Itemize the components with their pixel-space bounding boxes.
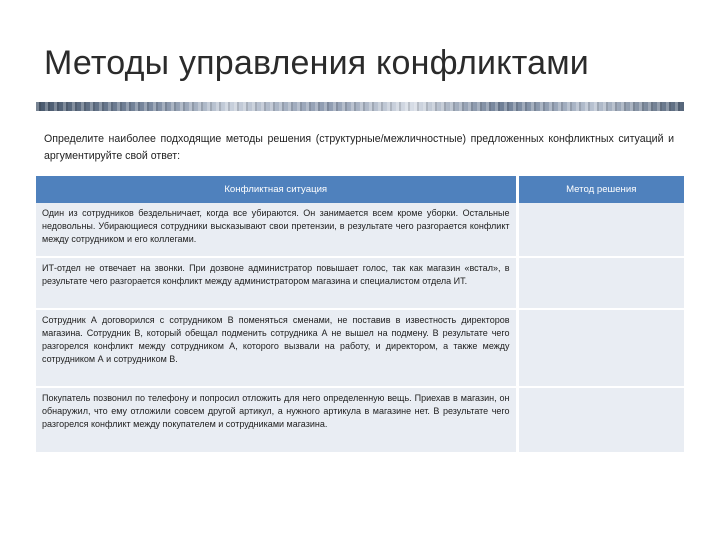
decorative-banner — [36, 102, 684, 111]
method-cell[interactable] — [517, 203, 684, 257]
header-conflict-situation: Конфликтная ситуация — [36, 176, 517, 203]
situation-cell: Один из сотрудников бездельничает, когда все убираются. Он занимается всем кроме уборки. Остальные недовольны. Убирающиеся сотрудники высказывают свои претензии, в результате чего разгорается конфликт между сотрудником и его коллегами. — [36, 203, 517, 257]
table-row — [36, 309, 684, 387]
situation-cell: ИТ-отдел не отвечает на звонки. При дозвоне администратор повышает голос, так как магазин «встал», в результате чего разгорается конфликт между администратором магазина и специалистом отдела ИТ. — [36, 257, 517, 309]
header-resolution-method: Метод решения — [517, 176, 684, 203]
method-cell[interactable] — [517, 257, 684, 309]
situation-cell: Сотрудник А договорился с сотрудником В поменяться сменами, не поставив в известность директоров магазина. Сотрудник В, который обещал подменить сотрудника А не вышел на подмену. В результате чего разгорелся конфликт между сотрудником А, которого вызвали на работу, и директором, а также между сотрудником А и сотрудником В. — [36, 309, 517, 387]
situation-cell: Покупатель позвонил по телефону и попросил отложить для него определенную вещь. Приехав в магазин, он обнаружил, что ему отложили совсем другой артикул, а нужного артикула в магазине нет. В результате чего разгорелся конфликт между покупателем и сотрудниками магазина. — [36, 387, 517, 453]
conflict-situations-table — [36, 176, 684, 454]
table-row — [36, 257, 684, 309]
method-cell[interactable] — [517, 387, 684, 453]
table-row — [36, 387, 684, 453]
slide-title: Методы управления конфликтами — [44, 44, 589, 82]
table-header-row — [36, 176, 684, 203]
task-instructions: Определите наиболее подходящие методы решения (структурные/межличностные) предложенных конфликтных ситуаций и аргументируйте свой ответ: — [44, 133, 674, 162]
method-cell[interactable] — [517, 309, 684, 387]
table-row — [36, 203, 684, 257]
